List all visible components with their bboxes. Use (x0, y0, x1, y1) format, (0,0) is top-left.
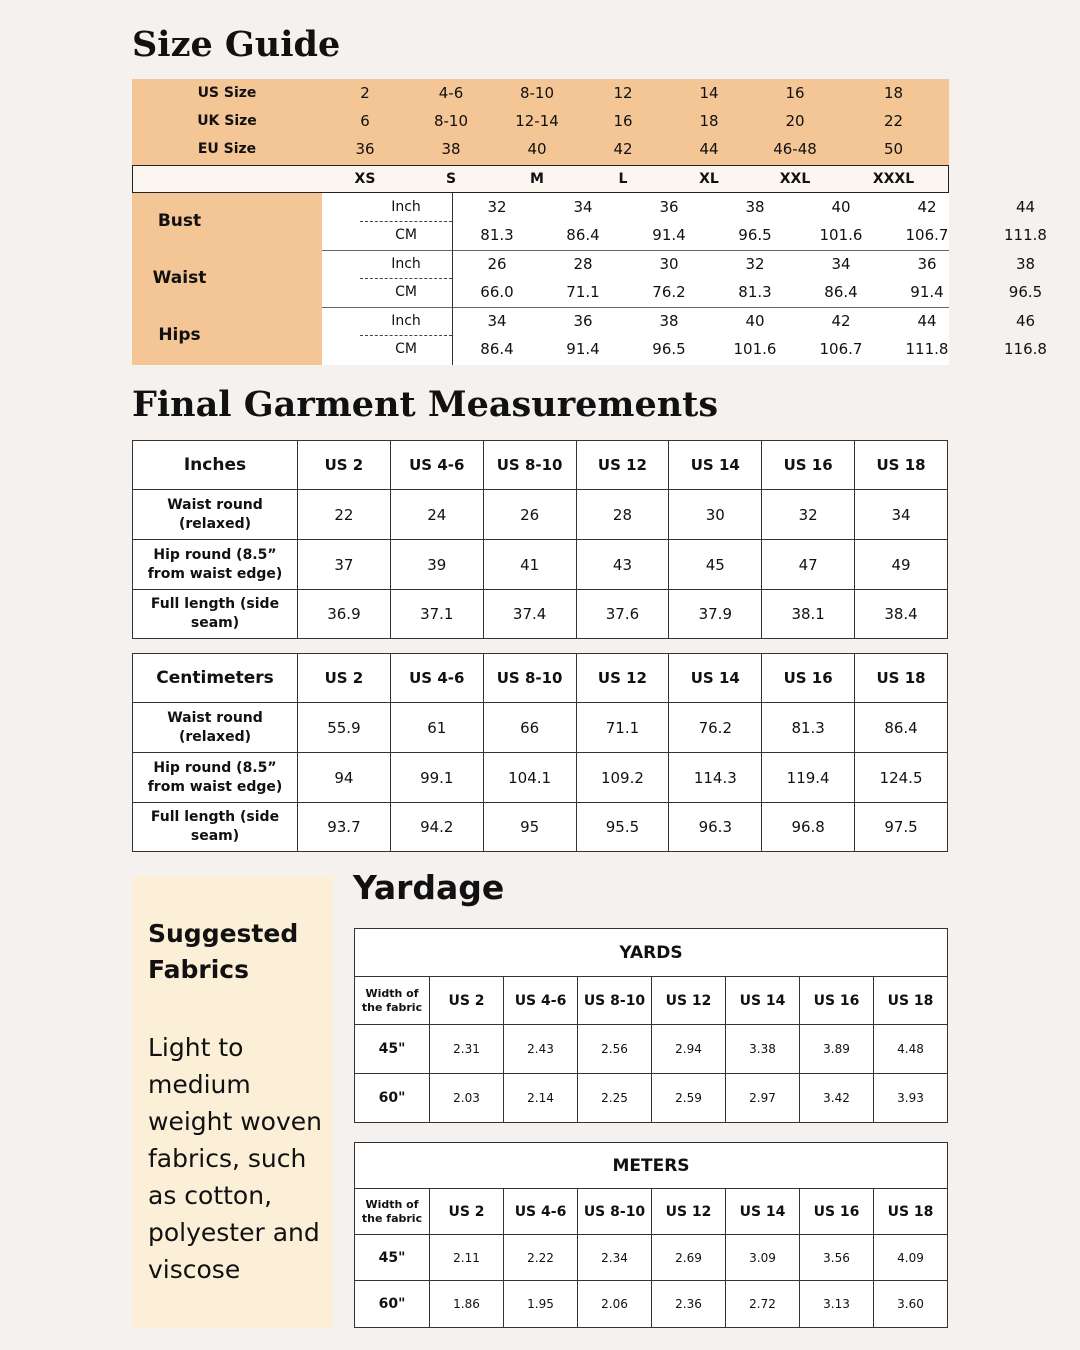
table-row (133, 590, 948, 639)
table-cell: 22 (298, 490, 391, 540)
table-cell: XXXL (872, 171, 915, 187)
final-garment-title: Final Garment Measurements (132, 384, 719, 425)
suggested-fabrics-title: Suggested Fabrics (148, 919, 299, 984)
column-header: US 12 (652, 977, 726, 1025)
table-cell: 2.94 (652, 1025, 726, 1074)
row-label: Full length (side seam) (133, 803, 298, 852)
table-cell: 76.2 (669, 703, 762, 753)
bust-label: Bust (157, 211, 202, 231)
table-row (355, 1074, 948, 1123)
table-cell: 2.97 (726, 1074, 800, 1123)
unit-label: CM (395, 284, 417, 300)
table-cell: 16 (785, 84, 805, 102)
table-cell: 96.5 (738, 226, 772, 244)
table-row (133, 490, 948, 540)
table-cell: 116.8 (1004, 340, 1047, 358)
table-cell: 3.38 (726, 1025, 800, 1074)
column-header: US 8-10 (483, 654, 576, 703)
table-cell: 49 (855, 540, 948, 590)
meters-table (354, 1142, 948, 1328)
table-cell: 106.7 (905, 226, 949, 244)
table-cell: 94.2 (390, 803, 483, 852)
table-cell: 37.1 (390, 590, 483, 639)
bust-group (132, 193, 1047, 250)
divider (452, 193, 453, 250)
table-cell: 99.1 (390, 753, 483, 803)
table-cell: 55.9 (298, 703, 391, 753)
us-size-label: US Size (197, 85, 257, 101)
table-cell: 2.69 (652, 1235, 726, 1281)
table-cell: 96.8 (762, 803, 855, 852)
table-row (133, 540, 948, 590)
column-header: US 4-6 (390, 441, 483, 490)
table-cell: 37.9 (669, 590, 762, 639)
table-cell: 18 (883, 84, 904, 102)
table-row (133, 753, 948, 803)
table-cell: 4.48 (874, 1025, 948, 1074)
table-cell: 37.4 (483, 590, 576, 639)
unit-label: CM (395, 341, 417, 357)
table-cell: 18 (699, 112, 719, 130)
table-cell: 81.3 (762, 703, 855, 753)
table-cell: 2.43 (504, 1025, 578, 1074)
table-cell: 3.93 (874, 1074, 948, 1123)
column-header: US 18 (855, 654, 948, 703)
table-cell: 66 (483, 703, 576, 753)
table-cell: 34 (573, 198, 593, 216)
table-cell: 38 (659, 312, 679, 330)
waist-label: Waist (152, 268, 207, 288)
table-cell: 4.09 (874, 1235, 948, 1281)
table-cell: 93.7 (298, 803, 391, 852)
unit-label: Inch (391, 199, 421, 215)
column-header: US 8-10 (483, 441, 576, 490)
table-cell: 2.31 (430, 1025, 504, 1074)
table-cell: 37 (298, 540, 391, 590)
table-cell: 14 (699, 84, 719, 102)
table-cell: 42 (917, 198, 937, 216)
table-cell: 36 (659, 198, 679, 216)
size-conversion-table (132, 79, 949, 165)
table-cell: 37.6 (576, 590, 669, 639)
table-cell: 34 (855, 490, 948, 540)
table-cell: 8-10 (433, 112, 469, 130)
eu-size-label: EU Size (197, 141, 257, 157)
table-corner: Inches (133, 441, 298, 490)
column-header: US 12 (576, 441, 669, 490)
table-cell: 43 (576, 540, 669, 590)
table-cell: 2.72 (726, 1281, 800, 1328)
table-cell: 3.42 (800, 1074, 874, 1123)
table-cell: L (618, 171, 628, 187)
table-cell: 41 (483, 540, 576, 590)
table-cell: 104.1 (483, 753, 576, 803)
table-cell: 76.2 (652, 283, 686, 301)
column-header: US 14 (669, 441, 762, 490)
table-row (133, 703, 948, 753)
table-cell: 81.3 (738, 283, 772, 301)
column-header: US 18 (855, 441, 948, 490)
meters-heading: METERS (355, 1143, 948, 1189)
table-cell: 2.34 (578, 1235, 652, 1281)
table-cell: 38 (1015, 255, 1036, 273)
table-cell: 3.89 (800, 1025, 874, 1074)
suggested-fabrics-panel (132, 876, 333, 1328)
waist-group (132, 250, 1043, 307)
column-header: US 12 (576, 654, 669, 703)
table-cell: 32 (745, 255, 765, 273)
eu-size-row (132, 135, 949, 164)
table-cell: 42 (613, 140, 633, 158)
row-label: Hip round (8.5” from waist edge) (133, 540, 298, 590)
garment-centimeters-table (132, 653, 948, 852)
yards-heading: YARDS (355, 929, 948, 977)
column-header: US 2 (430, 1189, 504, 1235)
us-size-row (132, 79, 949, 108)
table-row (355, 1281, 948, 1328)
table-cell: 86.4 (824, 283, 858, 301)
table-cell: 2.59 (652, 1074, 726, 1123)
table-cell: 50 (883, 140, 904, 158)
garment-inches-table (132, 440, 948, 639)
divider (452, 250, 453, 307)
suggested-fabrics-text: Light to medium weight woven fabrics, such as cotton, polyester and viscose (148, 1033, 322, 1284)
table-cell: 36.9 (298, 590, 391, 639)
table-cell: 1.95 (504, 1281, 578, 1328)
row-label: Waist round (relaxed) (133, 490, 298, 540)
divider (452, 307, 453, 365)
table-cell: 2.25 (578, 1074, 652, 1123)
column-header: US 16 (762, 441, 855, 490)
table-cell: 95 (483, 803, 576, 852)
table-cell: XL (699, 171, 719, 187)
table-cell: 22 (883, 112, 904, 130)
column-header: US 12 (652, 1189, 726, 1235)
table-cell: 32 (762, 490, 855, 540)
width-label: Width of the fabric (355, 1189, 430, 1235)
unit-label: Inch (391, 256, 421, 272)
column-header: US 14 (669, 654, 762, 703)
table-cell: 1.86 (430, 1281, 504, 1328)
table-cell: 2.03 (430, 1074, 504, 1123)
row-label: 60" (355, 1281, 430, 1328)
table-cell: 94 (298, 753, 391, 803)
column-header: US 2 (298, 654, 391, 703)
table-cell: 71.1 (576, 703, 669, 753)
column-header: US 14 (726, 1189, 800, 1235)
table-cell: 16 (613, 112, 633, 130)
column-header: US 18 (874, 1189, 948, 1235)
unit-label: CM (395, 227, 417, 243)
table-cell: 2.22 (504, 1235, 578, 1281)
table-cell: 40 (831, 198, 851, 216)
table-cell: 91.4 (566, 340, 600, 358)
column-header: US 16 (800, 1189, 874, 1235)
table-cell: 28 (576, 490, 669, 540)
table-cell: 71.1 (566, 283, 600, 301)
column-header: US 14 (726, 977, 800, 1025)
table-cell: 66.0 (480, 283, 514, 301)
column-header: US 2 (430, 977, 504, 1025)
column-header: US 18 (874, 977, 948, 1025)
table-cell: 111.8 (1004, 226, 1047, 244)
table-corner: Centimeters (133, 654, 298, 703)
table-row (355, 1235, 948, 1281)
row-label: Hip round (8.5” from waist edge) (133, 753, 298, 803)
table-cell: 44 (699, 140, 719, 158)
table-cell: 8-10 (519, 84, 555, 102)
table-cell: 91.4 (652, 226, 686, 244)
table-cell: 109.2 (576, 753, 669, 803)
table-cell: 2.14 (504, 1074, 578, 1123)
table-cell: XXL (779, 171, 811, 187)
yards-table (354, 928, 948, 1123)
table-cell: 86.4 (566, 226, 600, 244)
column-header: US 4-6 (390, 654, 483, 703)
table-cell: 3.60 (874, 1281, 948, 1328)
hips-group (132, 307, 1047, 365)
table-cell: 36 (917, 255, 937, 273)
table-cell: 96.5 (1008, 283, 1043, 301)
table-cell: 101.6 (819, 226, 863, 244)
table-cell: 81.3 (480, 226, 514, 244)
table-cell: 47 (762, 540, 855, 590)
table-cell: 34 (487, 312, 507, 330)
table-cell: 46 (1015, 312, 1036, 330)
table-cell: 124.5 (855, 753, 948, 803)
table-cell: M (530, 171, 544, 187)
table-cell: 3.56 (800, 1235, 874, 1281)
table-cell: 61 (390, 703, 483, 753)
unit-label: Inch (391, 313, 421, 329)
letter-size-row (132, 165, 949, 193)
table-cell: 12-14 (515, 112, 559, 130)
table-cell: 2 (360, 84, 370, 102)
divider (360, 278, 452, 279)
table-row (133, 803, 948, 852)
column-header: US 4-6 (504, 977, 578, 1025)
table-cell: 38.1 (762, 590, 855, 639)
table-cell: 20 (785, 112, 805, 130)
table-cell: 32 (487, 198, 507, 216)
body-measurements-table (132, 193, 1047, 365)
table-cell: 38.4 (855, 590, 948, 639)
table-cell: 30 (669, 490, 762, 540)
hips-label: Hips (158, 325, 201, 345)
table-cell: 111.8 (905, 340, 949, 358)
table-cell: 96.3 (669, 803, 762, 852)
table-cell: 30 (659, 255, 679, 273)
table-cell: 91.4 (910, 283, 944, 301)
table-cell: 26 (487, 255, 507, 273)
table-cell: 3.09 (726, 1235, 800, 1281)
table-cell: 28 (573, 255, 593, 273)
table-cell: 12 (613, 84, 633, 102)
table-row (355, 1025, 948, 1074)
table-cell: 106.7 (819, 340, 863, 358)
table-cell: 38 (745, 198, 765, 216)
column-header: US 16 (800, 977, 874, 1025)
column-header: US 16 (762, 654, 855, 703)
table-cell: 114.3 (669, 753, 762, 803)
table-cell: 95.5 (576, 803, 669, 852)
table-cell: 44 (1015, 198, 1036, 216)
table-cell: 39 (390, 540, 483, 590)
table-cell: XS (354, 171, 376, 187)
width-label: Width of the fabric (355, 977, 430, 1025)
table-cell: 38 (441, 140, 461, 158)
table-cell: 40 (527, 140, 547, 158)
table-cell: 45 (669, 540, 762, 590)
table-cell: 36 (573, 312, 593, 330)
table-cell: 2.11 (430, 1235, 504, 1281)
row-label: Waist round (relaxed) (133, 703, 298, 753)
yardage-title: Yardage (353, 868, 505, 907)
table-cell: 42 (831, 312, 851, 330)
divider (360, 335, 452, 336)
table-cell: 36 (355, 140, 375, 158)
table-cell: 3.13 (800, 1281, 874, 1328)
row-label: Full length (side seam) (133, 590, 298, 639)
uk-size-row (132, 107, 949, 136)
table-cell: 2.56 (578, 1025, 652, 1074)
table-cell: 44 (917, 312, 937, 330)
column-header: US 8-10 (578, 977, 652, 1025)
table-cell: 4-6 (438, 84, 464, 102)
table-cell: 40 (745, 312, 765, 330)
table-cell: 96.5 (652, 340, 686, 358)
table-cell: S (445, 171, 457, 187)
table-cell: 86.4 (855, 703, 948, 753)
table-cell: 2.06 (578, 1281, 652, 1328)
table-cell: 119.4 (762, 753, 855, 803)
table-cell: 86.4 (480, 340, 514, 358)
table-cell: 34 (831, 255, 851, 273)
table-cell: 2.36 (652, 1281, 726, 1328)
row-label: 60" (355, 1074, 430, 1123)
row-label: 45" (355, 1235, 430, 1281)
row-label: 45" (355, 1025, 430, 1074)
column-header: US 2 (298, 441, 391, 490)
uk-size-label: UK Size (197, 113, 257, 129)
table-cell: 26 (483, 490, 576, 540)
size-guide-title: Size Guide (132, 24, 341, 65)
divider (360, 221, 452, 222)
table-cell: 101.6 (733, 340, 777, 358)
column-header: US 4-6 (504, 1189, 578, 1235)
table-cell: 97.5 (855, 803, 948, 852)
table-cell: 46-48 (773, 140, 817, 158)
table-cell: 6 (360, 112, 370, 130)
table-cell: 24 (390, 490, 483, 540)
column-header: US 8-10 (578, 1189, 652, 1235)
